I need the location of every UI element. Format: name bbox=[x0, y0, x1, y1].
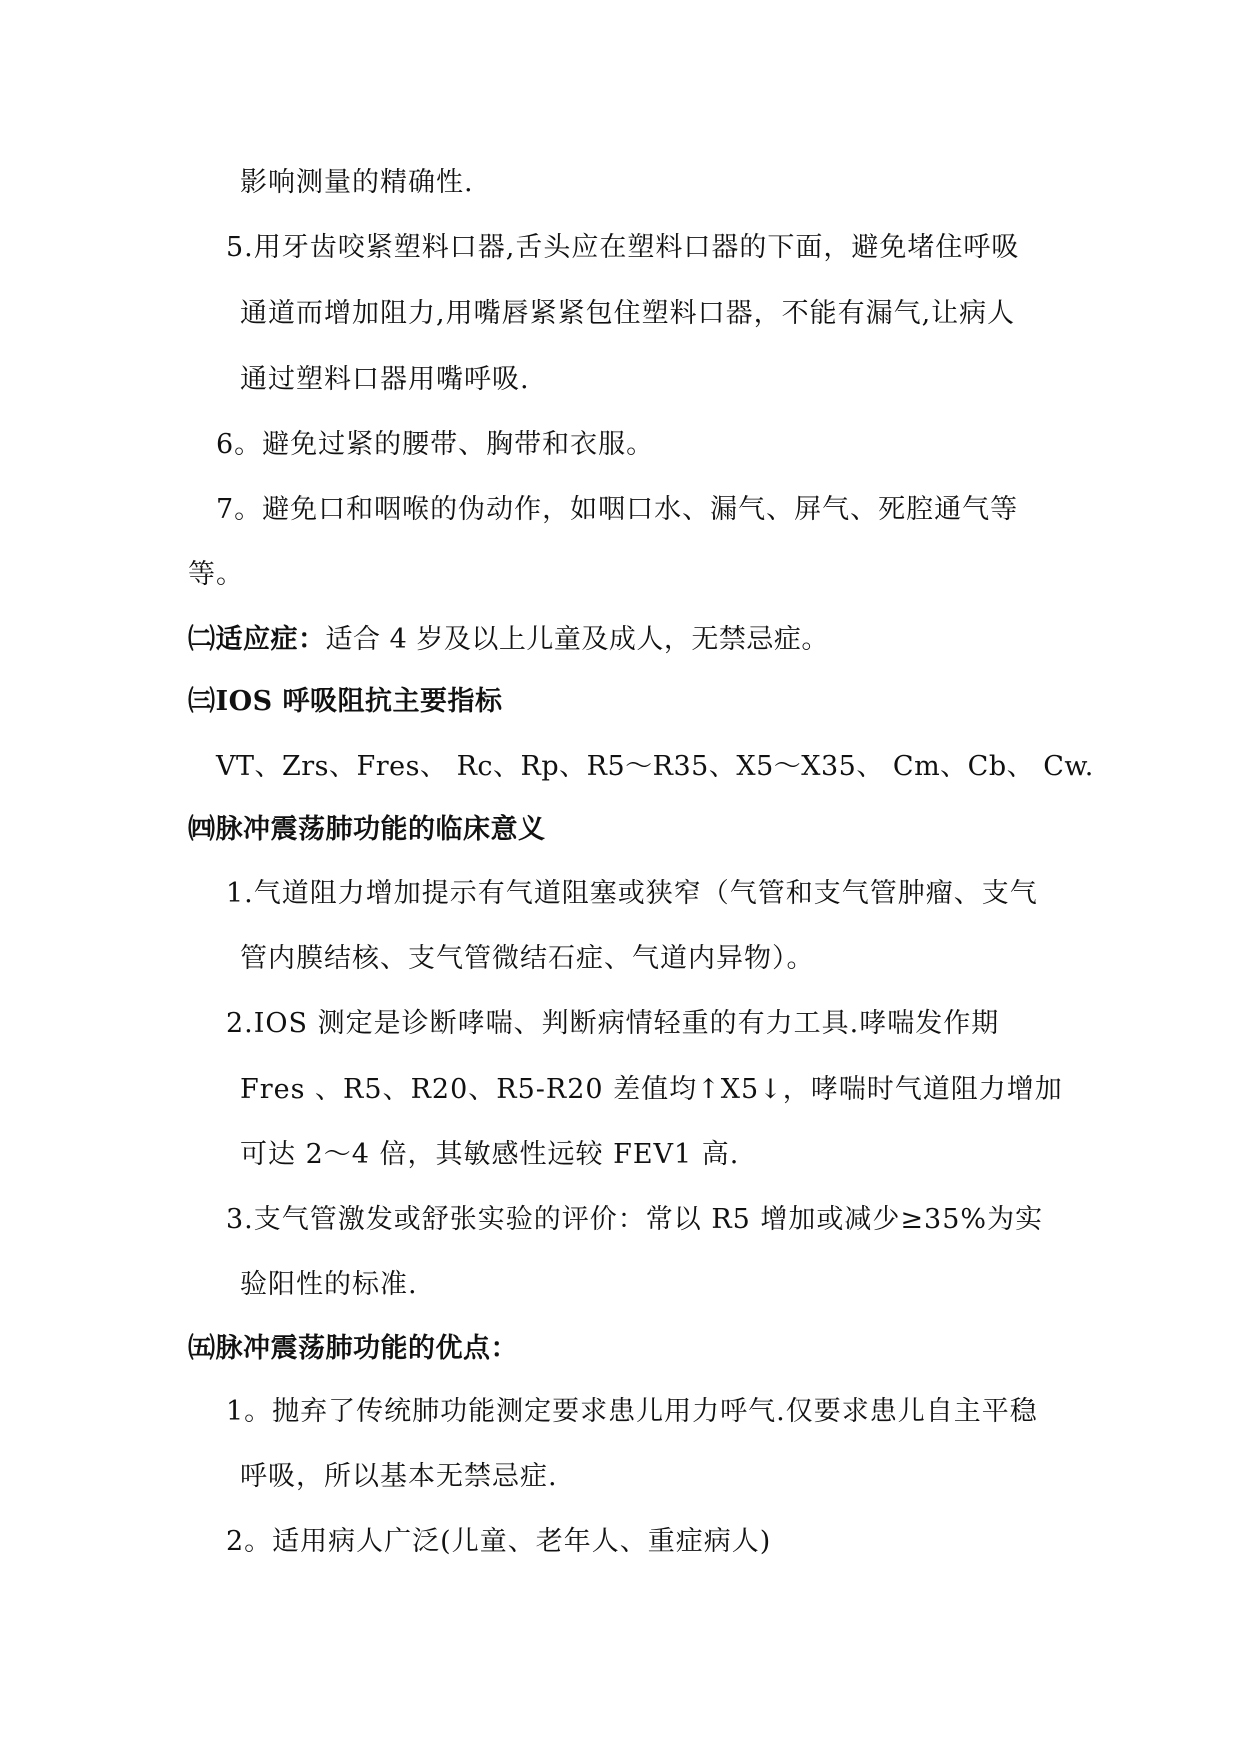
list-item: 3.支气管激发或舒张实验的评价：常以 R5 增加或减少≥35%为实 bbox=[226, 1204, 1044, 1235]
section-heading-clinical-significance: ㈣脉冲震荡肺功能的临床意义 bbox=[188, 814, 546, 845]
paragraph-line: 通过塑料口器用嘴呼吸. bbox=[240, 364, 530, 395]
list-item: 5.用牙齿咬紧塑料口器,舌头应在塑料口器的下面，避免堵住呼吸 bbox=[226, 232, 1020, 263]
paragraph-line: 管内膜结核、支气管微结石症、气道内异物）。 bbox=[240, 943, 815, 974]
list-item: 6。避免过紧的腰带、胸带和衣服。 bbox=[216, 429, 655, 460]
paragraph-line: 可达 2～4 倍，其敏感性远较 FEV1 高. bbox=[240, 1139, 740, 1170]
paragraph-line: 验阳性的标准. bbox=[240, 1269, 418, 1300]
paragraph-line: 等。 bbox=[188, 559, 244, 590]
section-heading-text: ㈡适应症： bbox=[188, 624, 326, 655]
list-item: 2.IOS 测定是诊断哮喘、判断病情轻重的有力工具.哮喘发作期 bbox=[226, 1008, 1000, 1039]
section-heading-indications bbox=[188, 620, 829, 660]
paragraph-line: 通道而增加阻力,用嘴唇紧紧包住塑料口器，不能有漏气,让病人 bbox=[240, 298, 1016, 329]
list-item: 2。适用病人广泛(儿童、老年人、重症病人) bbox=[226, 1526, 772, 1557]
section-heading-ios-indicators: ㈢IOS 呼吸阻抗主要指标 bbox=[188, 686, 503, 717]
paragraph-line: 呼吸，所以基本无禁忌症. bbox=[240, 1461, 558, 1492]
list-item: 7。避免口和咽喉的伪动作，如咽口水、漏气、屏气、死腔通气等 bbox=[216, 494, 1019, 525]
list-item: 1.气道阻力增加提示有气道阻塞或狭窄（气管和支气管肿瘤、支气 bbox=[226, 878, 1038, 909]
list-item: 1。抛弃了传统肺功能测定要求患儿用力呼气.仅要求患儿自主平稳 bbox=[226, 1396, 1038, 1427]
section-body-text: 适合 4 岁及以上儿童及成人，无禁忌症。 bbox=[325, 624, 829, 655]
indicator-list: VT、Zrs、Fres、 Rc、Rp、R5～R35、X5～X35、 Cm、Cb、 Cw. bbox=[216, 751, 1094, 782]
paragraph-line: 影响测量的精确性. bbox=[240, 167, 474, 198]
section-heading-advantages: ㈤脉冲震荡肺功能的优点： bbox=[188, 1333, 518, 1364]
paragraph-line: Fres 、R5、R20、R5-R20 差值均↑X5↓，哮喘时气道阻力增加 bbox=[240, 1074, 1063, 1105]
